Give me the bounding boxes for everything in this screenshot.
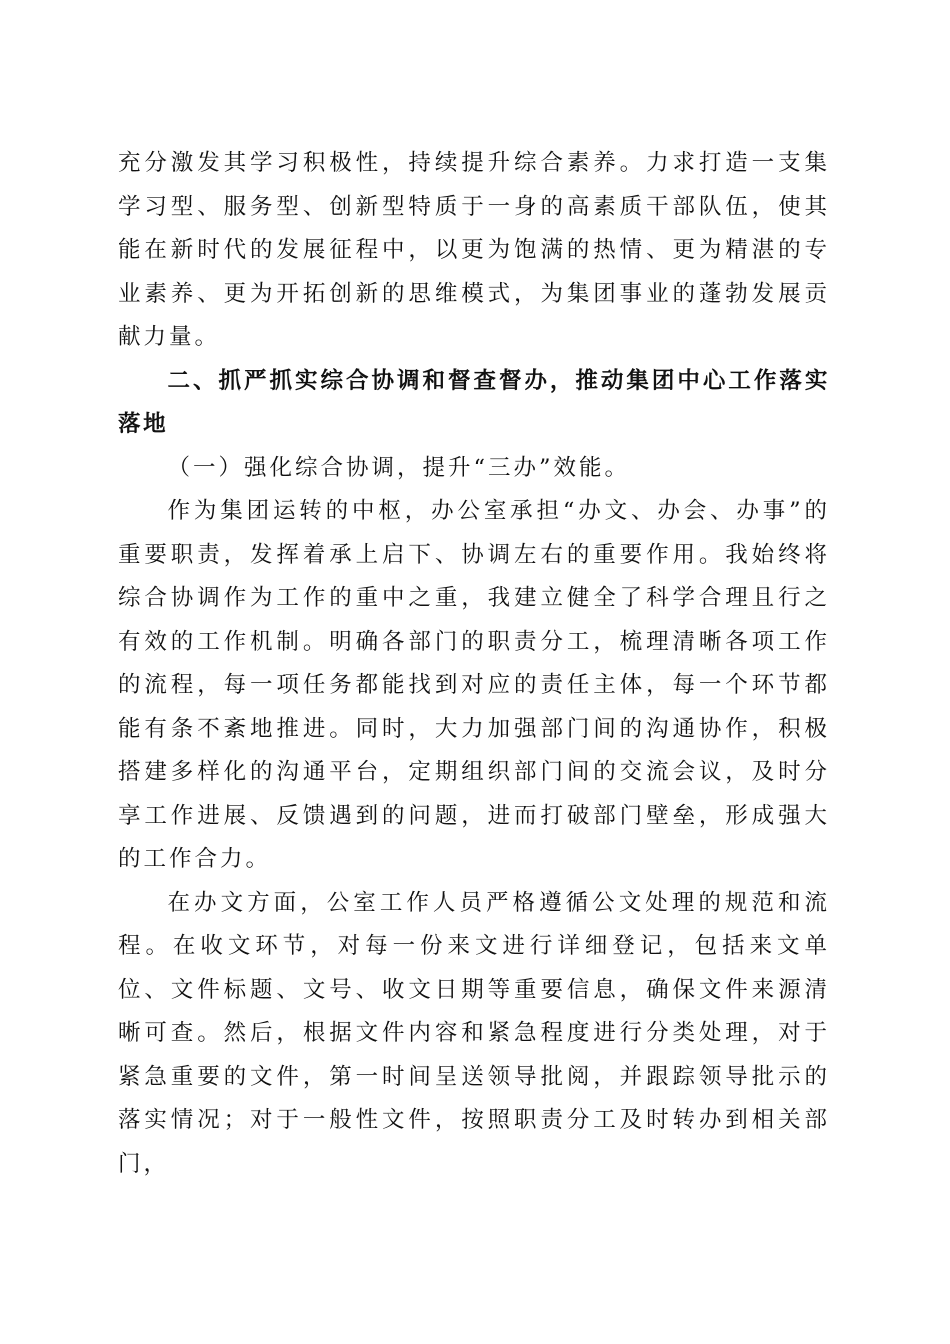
document-body bbox=[118, 142, 830, 1186]
section-heading: 二、抓严抓实综合协调和督查督办，推动集团中心工作落实落地 bbox=[118, 367, 830, 437]
paragraph-coordination: 作为集团运转的中枢，办公室承担“办文、办会、办事”的重要职责，发挥着承上启下、协调左右的重要作用。我始终将综合协调作为工作的重中之重，我建立健全了科学合理且行之有效的工作机制。明确各部门的职责分工，梳理清晰各项工作的流程，每一项任务都能找到对应的责任主体，每一个环节都能有条不紊地推进。同时，大力加强部门间的沟通协作，积极搭建多样化的沟通平台，定期组织部门间的交流会议，及时分享工作进展、反馈遇到的问题，进而打破部门壁垒，形成强大的工作合力。 bbox=[118, 498, 830, 872]
subsection-heading: （一）强化综合协调，提升“三办”效能。 bbox=[167, 454, 631, 481]
paragraph-continued: 充分激发其学习积极性，持续提升综合素养。力求打造一支集学习型、服务型、创新型特质于一身的高素质干部队伍，使其能在新时代的发展征程中，以更为饱满的热情、更为精湛的专业素养、更为开拓创新的思维模式，为集团事业的蓬勃发展贡献力量。 bbox=[118, 150, 830, 350]
paragraph-document-handling: 在办文方面，公室工作人员严格遵循公文处理的规范和流程。在收文环节，对每一份来文进行详细登记，包括来文单位、文件标题、文号、收文日期等重要信息，确保文件来源清晰可查。然后，根据文件内容和紧急程度进行分类处理，对于紧急重要的文件，第一时间呈送领导批阅，并跟踪领导批示的落实情况；对于一般性文件，按照职责分工及时转办到相关部门， bbox=[118, 889, 830, 1177]
